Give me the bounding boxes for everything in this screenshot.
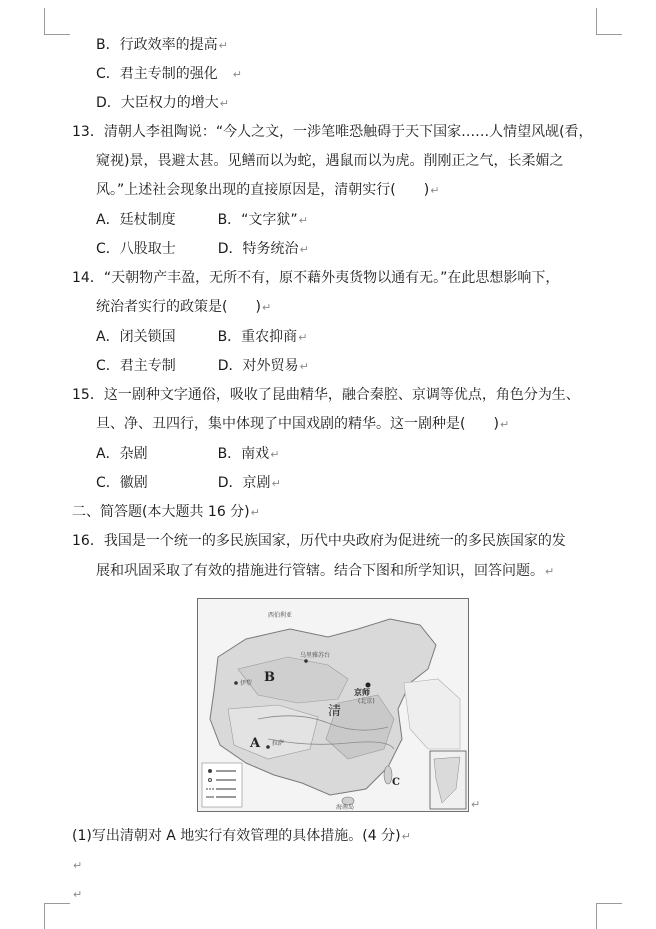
map-label-lasa: 拉萨 — [272, 740, 285, 747]
question-13-line-2: 窥视)景，畏避太甚。见鳝而以为蛇，遇鼠而以为虎。削刚正之气，长柔媚之 — [96, 153, 564, 169]
question-16-sub-1: (1)写出清朝对 A 地实行有效管理的具体措施。(4 分)↵ — [72, 828, 411, 844]
map-label-wuliyasutai: 乌里雅苏台 — [300, 652, 331, 659]
crop-mark-top-left — [44, 8, 45, 34]
question-13-options-ab: A．廷杖制度 B．“文字狱”↵ — [96, 212, 308, 228]
crop-mark-top-left-h — [44, 34, 70, 35]
map-paragraph-mark: ↵ — [471, 798, 481, 811]
map-label-c: C — [392, 777, 400, 788]
map-graphic — [198, 599, 468, 811]
map-label-xiboliya: 西伯利亚 — [268, 612, 293, 619]
crop-mark-bottom-right — [596, 903, 597, 929]
question-13-line-3: 风。”上述社会现象出现的直接原因是，清朝实行( )↵ — [96, 182, 440, 198]
question-14-options-ab: A．闭关锁国 B．重农抑商↵ — [96, 329, 308, 345]
map-label-a: A — [250, 736, 261, 751]
section-heading: 二、简答题(本大题共 16 分)↵ — [72, 504, 260, 520]
question-13-line-1: 13．清朝人李祖陶说：“今人之文，一涉笔唯恐触碍于天下国家……人情望风觇(看， — [72, 124, 593, 140]
map-label-beijing: (北京) — [358, 698, 375, 705]
question-14-line-2: 统治者实行的政策是( )↵ — [96, 299, 272, 315]
question-14-options-cd: C．君主专制 D．对外贸易↵ — [96, 358, 309, 374]
question-16-line-1: 16．我国是一个统一的多民族国家，历代中央政府为促进统一的多民族国家的发 — [72, 533, 566, 549]
qing-dynasty-map — [197, 598, 469, 812]
question-13-options-cd: C．八股取士 D．特务统治↵ — [96, 241, 309, 257]
crop-mark-top-right-h — [596, 34, 622, 35]
map-label-hainan: 海南岛 — [336, 804, 355, 811]
option-d-q12: D．大臣权力的增大↵ — [96, 95, 229, 111]
crop-mark-top-right — [596, 8, 597, 34]
option-b-q12: B．行政效率的提高↵ — [96, 37, 228, 53]
map-label-yili: 伊犁 — [240, 680, 253, 687]
map-label-jingshi: 京师 — [354, 687, 370, 697]
question-15-options-cd: C．徽剧 D．京剧↵ — [96, 475, 281, 491]
option-c-q12: C．君主专制的强化 ↵ — [96, 66, 242, 82]
blank-line-2: ↵ — [73, 888, 83, 901]
crop-mark-bottom-right-h — [596, 903, 622, 904]
question-15-options-ab: A．杂剧 B．南戏↵ — [96, 446, 280, 462]
crop-mark-bottom-left — [44, 903, 45, 929]
crop-mark-bottom-left-h — [44, 903, 70, 904]
question-16-line-2: 展和巩固采取了有效的措施进行管辖。结合下图和所学知识，回答问题。↵ — [96, 563, 555, 579]
question-15-line-2: 旦、净、丑四行，集中体现了中国戏剧的精华。这一剧种是( )↵ — [96, 416, 510, 432]
map-label-qing: 清 — [328, 704, 342, 719]
question-15-line-1: 15．这一剧种文字通俗，吸收了昆曲精华，融合秦腔、京调等优点，角色分为生、 — [72, 387, 580, 403]
blank-line-1: ↵ — [73, 859, 83, 872]
map-label-b: B — [264, 670, 275, 685]
question-14-line-1: 14．“天朝物产丰盈，无所不有，原不藉外夷货物以通有无。”在此思想影响下， — [72, 270, 560, 286]
